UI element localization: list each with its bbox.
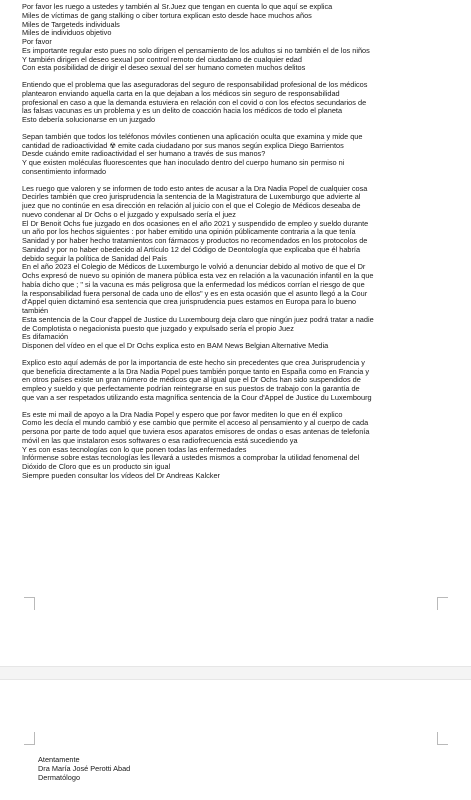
text-line: un año por los hechos siguientes : por haber emitido una opinión públicamente contraria a la que tenía [22, 228, 356, 237]
text-line: Como les decía el mundo cambió y ese cambio que permite el acceso al pensamiento y al cuerpo de cada [22, 419, 369, 428]
paragraph-4 [22, 185, 458, 351]
text-line: El Dr Benoit Ochs fue juzgado en dos ocasiones en el año 2021 y suspendido de empleo y sueldo durante [22, 219, 369, 228]
text-line: Y también dirigen el deseo sexual por control remoto del ciudadano de cualquier edad [22, 55, 302, 64]
page-corner-mark [437, 732, 448, 745]
text-line: Explico esto aquí además de por la importancia de este hecho sin precedentes que crea Jurisprudencia y [22, 358, 365, 367]
text-line: que beneficia directamente a la Dra Nadia Popel pues también porque tanto en España como en Francia y [22, 367, 370, 376]
text-line: consentimiento informado [22, 167, 107, 176]
signature-block [38, 756, 338, 782]
text-line: había dicho que ; " si la vacuna es más peligrosa que la enfermedad los médicos corrían el riesgo de que [22, 280, 365, 289]
text-line: Entiendo que el problema que las aseguradoras del seguro de responsabilidad profesional de los médicos [22, 81, 368, 89]
text-line: Esto debería solucionarse en un juzgado [22, 116, 156, 124]
text-line: Es difamación [22, 333, 69, 342]
text-line: la responsabilidad fuera personal de cada uno de ellos" y es en esta ocasión que el asunto llegó a la Cour [22, 289, 368, 298]
signer-name: Dra María José Perotti Abad [38, 764, 131, 773]
text-line: las falsas vacunas es un problema y es un delito de coacción hacia los médicos de todo el planeta [22, 107, 343, 116]
text-line: Desde cuándo emite radioactividad el ser humano a través de sus manos? [22, 150, 266, 159]
text-line: Disponen del vídeo en el que el Dr Ochs explica esto en BAM News Belgian Alternative Media [22, 342, 329, 350]
signer-title: Dermatólogo [38, 773, 81, 782]
page-corner-mark [24, 597, 35, 610]
paragraph-6 [22, 411, 458, 481]
text-line: Por favor [22, 38, 52, 46]
paragraph-2 [22, 81, 458, 125]
text-line: Infórmense sobre estas tecnologías les llevará a ustedes mismos a comprobar la utilidad fenomenal del [22, 454, 360, 463]
text-line: juez que no continúe en esa dirección en relación al juicio con el que el Colegio de Médicos deseaba de [22, 202, 361, 210]
text-line: Miles de individuos objetivo [22, 29, 112, 38]
text-line: Les ruego que valoren y se informen de todo esto antes de acusar a la Dra Nadia Popel de cualquier cosa [22, 184, 368, 193]
text-line: móvil en las que instalaron esos softwares o esa radiofrecuencia está sucediendo ya [22, 436, 298, 445]
text-line: profesional en caso a que la demanda estuviera en relación con el covid o con los efectos secundarios de [22, 98, 367, 107]
text-line: Por favor les ruego a ustedes y también al Sr.Juez que tengan en cuenta lo que aquí se explica [22, 3, 333, 11]
text-line: En el año 2023 el Colegio de Médicos de Luxemburgo le volvió a denunciar debido al motivo de que el Dr [22, 263, 366, 272]
text-line: nuevo condenar al Dr Ochs o el juzgado y expulsado sería el juez [22, 210, 236, 219]
closing-salutation: Atentamente [38, 756, 80, 764]
text-line: Miles de víctimas de gang stalking o ciber tortura explican esto desde hace muchos años [22, 11, 312, 20]
text-line: empleo y sueldo y que perfectamente podrían reintegrarse en sus puestos de trabajo con la garantía de [22, 385, 360, 393]
text-line: Ochs expresó de nuevo su opinión de manera pública esta vez en relación a la vacunación infantil en la que [22, 272, 374, 280]
text-line: Con esta posibilidad de dirigir el deseo sexual del ser humano cometen muchos delitos [22, 64, 306, 73]
paragraph-3 [22, 133, 458, 177]
paragraph-1 [22, 3, 458, 73]
document-body [22, 3, 458, 489]
page-corner-mark [24, 732, 35, 745]
page-corner-mark [437, 597, 448, 610]
text-line: de Complotista o negacionista puesto que juzgado y expulsado sería el propio Juez [22, 324, 294, 333]
text-line: en otros países existe un gran número de médicos que al igual que el Dr Ochs han sido suspendidos de [22, 376, 361, 385]
text-line: Esta sentencia de la Cour d'appel de Justice du Luxembourg deja claro que ningún juez podrá tratar a nadie [22, 315, 374, 324]
text-line: Y es con esas tecnologías con lo que ponen todas las enfermedades [22, 445, 247, 454]
text-line: Miles de Targeteds individuals [22, 20, 120, 29]
text-line: Es importante regular esto pues no solo dirigen el pensamiento de los adultos si no también el de los niños [22, 46, 370, 55]
text-line: Dióxido de Cloro que es un producto sin igual [22, 463, 171, 471]
text-line: también [22, 307, 49, 315]
text-line: debido seguir la política de Sanidad del País [22, 254, 167, 263]
text-line: d'Appel quien dictaminó esa sentencia que crea jurisprudencia pues estamos en Europa para lo bueno [22, 298, 357, 307]
text-line: cantidad de radioactividad ☢ emite cada ciudadano por sus manos según explica Diego Barrientos [22, 141, 344, 150]
text-line: Es este mi mail de apoyo a la Dra Nadia Popel y espero que por favor mediten lo que en él explico [22, 410, 343, 419]
text-line: Decirles también que creo jurisprudencia la sentencia de la Magistratura de Luxemburgo que advierte al [22, 193, 361, 202]
text-line: Sanidad y por no haber obedecido al Artículo 12 del Código de Deontología que explicaba que él habría [22, 245, 361, 254]
text-line: Y que existen moléculas fluorescentes que han inoculado dentro del cuerpo humano sin permiso ni [22, 159, 345, 167]
text-line: Sepan también que todos los teléfonos móviles contienen una aplicación oculta que examina y mide que [22, 132, 363, 141]
text-line: Siempre pueden consultar los vídeos del Dr Andreas Kalcker [22, 471, 220, 480]
page-break [0, 666, 471, 680]
text-line: persona por parte de todo aquel que tuviera esos aparatos emisores de ondas o esas antenas de telefonía [22, 428, 370, 436]
text-line: Sanidad y por haber hecho tratamientos con fármacos y productos no recomendados en los protocolos de [22, 237, 368, 245]
paragraph-5 [22, 359, 458, 403]
text-line: plantearon enviando aquella carta en la que dejaban a los médicos sin seguro de responsabilidad [22, 89, 340, 98]
text-line: que van a ser respetados utilizando esta magnífica sentencia de la Cour d'Appel de Justice du Luxembourg [22, 393, 372, 402]
